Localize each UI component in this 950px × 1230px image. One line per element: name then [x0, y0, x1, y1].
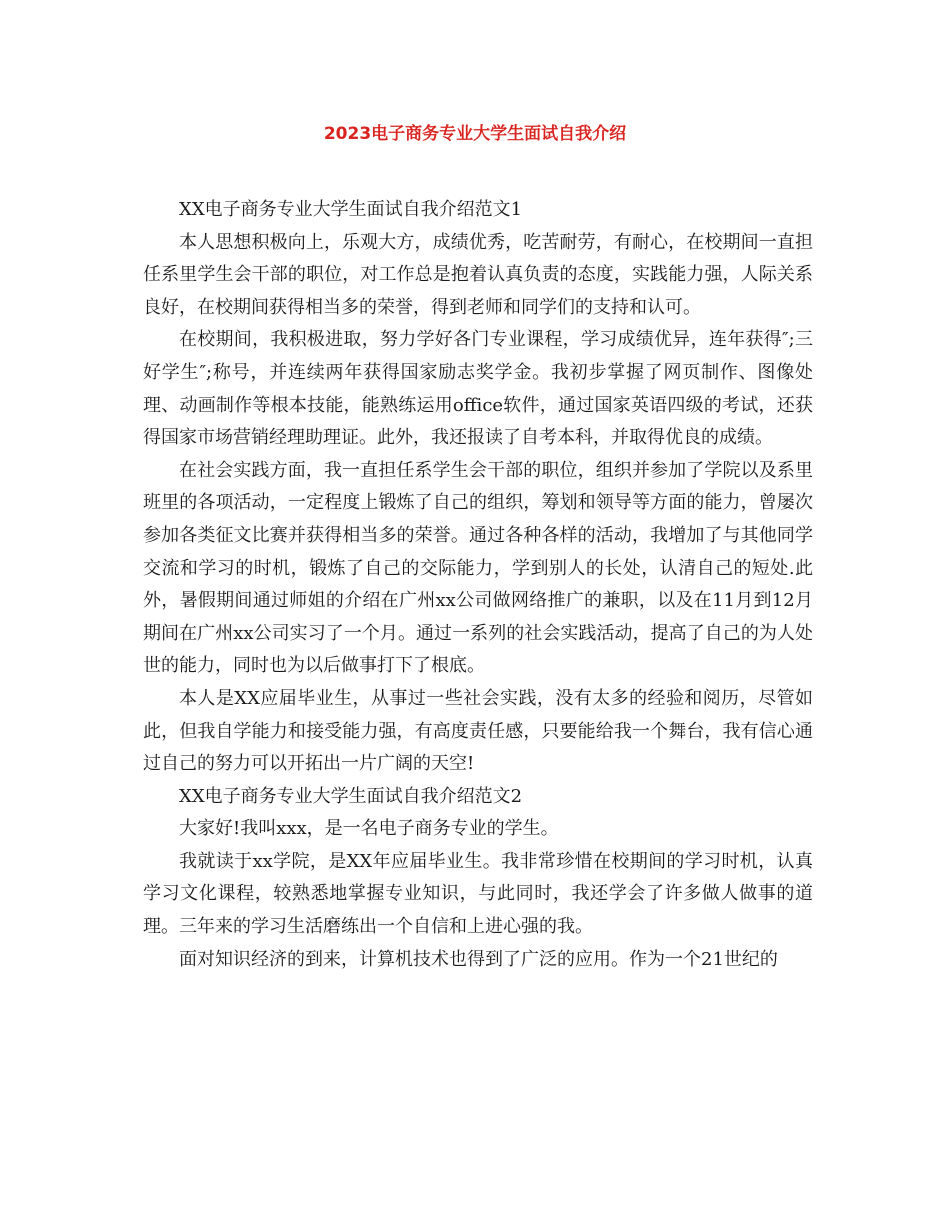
paragraph: 我就读于xx学院，是XX年应届毕业生。我非常珍惜在校期间的学习时机，认真学习文化课程，较熟悉地掌握专业知识，与此同时，我还学会了许多做人做事的道理。三年来的学习生活磨练出一个自信和上进心强的我。: [143, 850, 813, 938]
document-title: 2023电子商务专业大学生面试自我介绍: [323, 124, 627, 144]
paragraph: 本人思想积极向上，乐观大方，成绩优秀，吃苦耐劳，有耐心，在校期间一直担任系里学生会干部的职位，对工作总是抱着认真负责的态度，实践能力强，人际关系良好，在校期间获得相当多的荣誉，得到老师和同学们的支持和认可。: [143, 231, 813, 318]
paragraph: 本人是XX应届毕业生，从事过一些社会实践，没有太多的经验和阅历，尽管如此，但我自学能力和接受能力强，有高度责任感，只要能给我一个舞台，我有信心通过自己的努力可以开拓出一片广阔的天空!: [143, 687, 813, 775]
paragraph: 在校期间，我积极进取，努力学好各门专业课程，学习成绩优异，连年获得″;三好学生″;称号，并连续两年获得国家励志奖学金。我初步掌握了网页制作、图像处理、动画制作等根本技能，能熟练运用office软件，通过国家英语四级的考试，还获得国家市场营销经理助理证。此外，我还报读了自考本科，并取得优良的成绩。: [143, 329, 813, 449]
paragraph: 面对知识经济的到来，计算机技术也得到了广泛的应用。作为一个21世纪的: [179, 948, 778, 970]
section-heading-2: XX电子商务专业大学生面试自我介绍范文2: [179, 785, 523, 807]
document-body: [143, 194, 813, 976]
paragraph: 大家好!我叫xxx，是一名电子商务专业的学生。: [179, 818, 559, 840]
paragraph: 在社会实践方面，我一直担任系学生会干部的职位，组织并参加了学院以及系里班里的各项活动，一定程度上锻炼了自己的组织，筹划和领导等方面的能力，曾屡次参加各类征文比赛并获得相当多的荣誉。通过各种各样的活动，我增加了与其他同学交流和学习的时机，锻炼了自己的交际能力，学到别人的长处，认清自己的短处.此外，暑假期间通过师姐的介绍在广州xx公司做网络推广的兼职，以及在11月到12月期间在广州xx公司实习了一个月。通过一系列的社会实践活动，提高了自己的为人处世的能力，同时也为以后做事打下了根底。: [143, 459, 813, 677]
section-heading-1: XX电子商务专业大学生面试自我介绍范文1: [179, 199, 523, 220]
